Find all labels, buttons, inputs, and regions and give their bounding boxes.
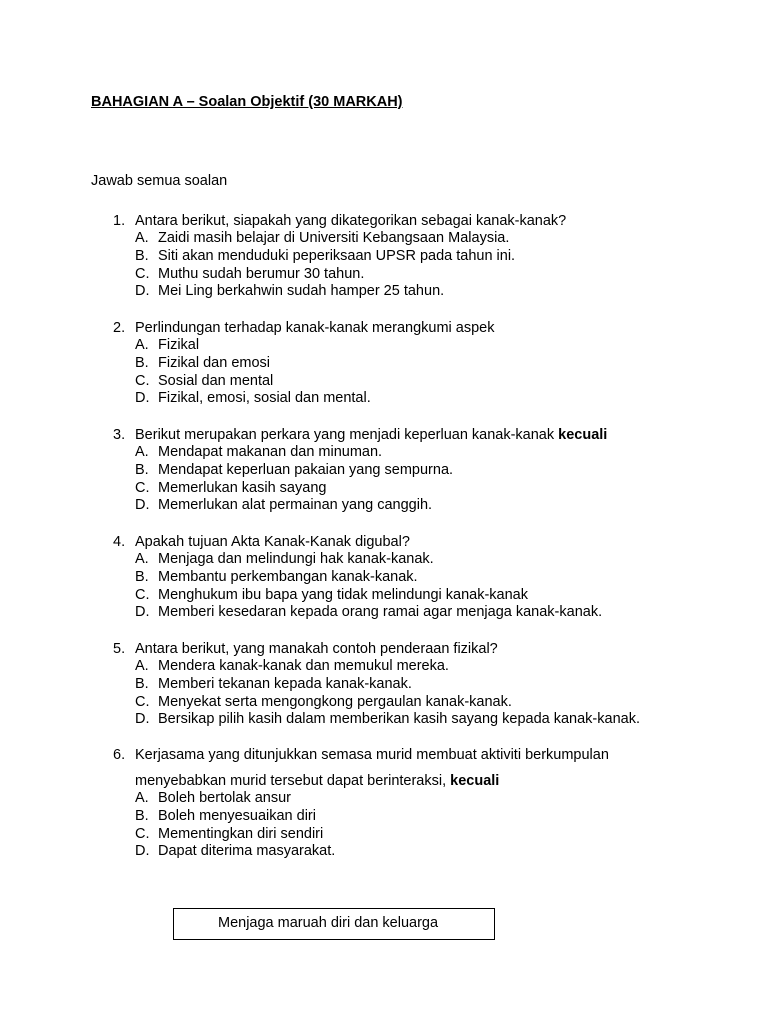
option-d [113, 497, 753, 515]
question-text: Kerjasama yang ditunjukkan semasa murid membuat aktiviti berkumpulan [135, 747, 609, 763]
option-d [113, 604, 753, 622]
option-b [113, 569, 753, 587]
option-text: Menjaga dan melindungi hak kanak-kanak. [158, 551, 434, 567]
question-6 [113, 746, 753, 861]
option-text: Memberi tekanan kepada kanak-kanak. [158, 675, 412, 692]
question-1 [113, 212, 753, 301]
option-text: Siti akan menduduki peperiksaan UPSR pada tahun ini. [158, 247, 516, 264]
option-letter: B. [135, 807, 149, 824]
option-letter: A. [135, 444, 149, 460]
question-3 [113, 426, 753, 515]
option-letter: D. [135, 390, 150, 407]
option-c [113, 373, 753, 391]
option-letter: A. [135, 230, 149, 246]
option-letter: D. [135, 711, 150, 728]
option-text: Memerlukan alat permainan yang canggih. [158, 497, 433, 514]
option-text: Memberi kesedaran kepada orang ramai agar menjaga kanak-kanak. [158, 604, 603, 621]
option-text: Bersikap pilih kasih dalam memberikan kasih sayang kepada kanak-kanak. [158, 711, 640, 728]
option-letter: C. [135, 265, 150, 282]
question-number: 4. [113, 534, 126, 550]
option-letter: A. [135, 790, 149, 806]
option-letter: D. [135, 497, 150, 514]
option-c [113, 694, 753, 712]
question-number: 1. [113, 213, 126, 229]
option-text: Fizikal [158, 337, 200, 353]
question-4 [113, 533, 753, 622]
section-heading: BAHAGIAN A – Soalan Objektif (30 MARKAH) [91, 94, 403, 110]
question-text-main: Berikut merupakan perkara yang menjadi keperluan kanak-kanak [135, 427, 559, 443]
option-text: Mei Ling berkahwin sudah hamper 25 tahun. [158, 283, 445, 300]
question-text: Antara berikut, yang manakah contoh penderaan fizikal? [135, 641, 498, 657]
option-text: Dapat diterima masyarakat. [158, 843, 336, 860]
question-number: 2. [113, 320, 126, 336]
option-a [113, 551, 753, 569]
option-text: Muthu sudah berumur 30 tahun. [158, 265, 365, 282]
option-letter: B. [135, 675, 149, 692]
question-keyword: kecuali [558, 427, 608, 443]
question-text: Perlindungan terhadap kanak-kanak merangkumi aspek [135, 320, 495, 336]
option-text: Fizikal dan emosi [158, 354, 271, 371]
option-text: Fizikal, emosi, sosial dan mental. [158, 390, 371, 407]
option-text: Mendapat keperluan pakaian yang sempurna. [158, 461, 454, 478]
option-c [113, 587, 753, 605]
option-b [113, 462, 753, 480]
option-b [113, 676, 753, 694]
option-letter: C. [135, 825, 150, 842]
option-b [113, 355, 753, 373]
question-text: Apakah tujuan Akta Kanak-Kanak digubal? [135, 534, 410, 550]
option-letter: B. [135, 568, 149, 585]
option-c [113, 480, 753, 498]
option-d [113, 390, 753, 408]
option-d [113, 843, 753, 861]
option-d [113, 711, 753, 729]
option-letter: C. [135, 479, 150, 496]
option-a [113, 444, 753, 462]
option-text: Boleh bertolak ansur [158, 790, 291, 806]
option-letter: C. [135, 372, 150, 389]
option-letter: B. [135, 247, 149, 264]
question-5 [113, 640, 753, 729]
option-text: Mendapat makanan dan minuman. [158, 444, 383, 460]
question-number: 5. [113, 641, 126, 657]
option-b [113, 248, 753, 266]
option-letter: A. [135, 551, 149, 567]
answer-box [173, 908, 495, 940]
option-c [113, 266, 753, 284]
option-a [113, 790, 753, 808]
option-text: Membantu perkembangan kanak-kanak. [158, 568, 418, 585]
option-text: Menyekat serta mengongkong pergaulan kanak-kanak. [158, 693, 512, 710]
option-letter: D. [135, 604, 150, 621]
question-text-continued [135, 772, 499, 790]
option-d [113, 283, 753, 301]
option-letter: A. [135, 658, 149, 674]
option-c [113, 826, 753, 844]
option-letter: A. [135, 337, 149, 353]
instruction-text: Jawab semua soalan [91, 173, 228, 189]
option-letter: B. [135, 461, 149, 478]
option-letter: D. [135, 843, 150, 860]
question-text-line2: menyebabkan murid tersebut dapat berinteraksi, [135, 773, 451, 789]
option-letter: C. [135, 693, 150, 710]
option-a [113, 230, 753, 248]
question-text: Antara berikut, siapakah yang dikategorikan sebagai kanak-kanak? [135, 213, 567, 229]
option-b [113, 808, 753, 826]
option-a [113, 337, 753, 355]
answer-box-text: Menjaga maruah diri dan keluarga [218, 915, 439, 931]
option-letter: C. [135, 586, 150, 603]
question-text [135, 426, 607, 444]
option-text: Mendera kanak-kanak dan memukul mereka. [158, 658, 449, 674]
option-text: Mementingkan diri sendiri [158, 825, 324, 842]
option-text: Memerlukan kasih sayang [158, 479, 327, 496]
question-keyword: kecuali [450, 773, 500, 789]
option-text: Sosial dan mental [158, 372, 274, 389]
question-2 [113, 319, 753, 408]
option-a [113, 658, 753, 676]
option-text: Boleh menyesuaikan diri [158, 807, 316, 824]
option-text: Zaidi masih belajar di Universiti Kebangsaan Malaysia. [158, 230, 510, 246]
option-text: Menghukum ibu bapa yang tidak melindungi kanak-kanak [158, 586, 528, 603]
option-letter: D. [135, 283, 150, 300]
option-letter: B. [135, 354, 149, 371]
question-number: 3. [113, 427, 126, 443]
question-number: 6. [113, 747, 126, 763]
